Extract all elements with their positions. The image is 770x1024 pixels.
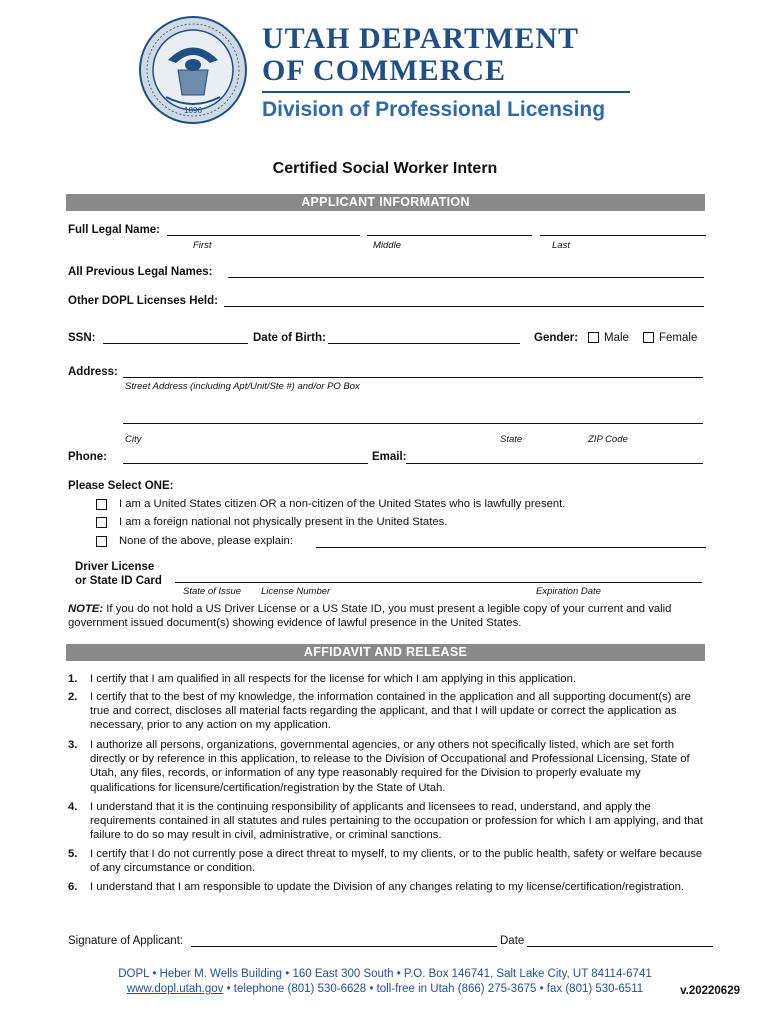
note-line1	[68, 603, 671, 615]
city-state-zip-field[interactable]	[123, 423, 703, 424]
note-bold: NOTE:	[68, 603, 104, 615]
department-title-line1: UTAH DEPARTMENT	[262, 22, 580, 55]
zip-caption: ZIP Code	[588, 434, 628, 445]
male-label: Male	[604, 332, 629, 344]
male-checkbox[interactable]	[588, 332, 599, 343]
explain-field[interactable]	[316, 547, 706, 548]
affidavit-item: 5. I certify that I do not currently pose a direct threat to myself, to my clients, or to the public health, safety or welfare because of any circumstance or condition.	[68, 848, 703, 875]
state-seal-logo	[138, 15, 248, 125]
phone-field[interactable]	[123, 463, 368, 464]
state-id-label: or State ID Card	[75, 575, 162, 587]
license-number-caption: License Number	[261, 586, 331, 597]
dob-field[interactable]	[328, 343, 520, 344]
full-legal-name-label: Full Legal Name:	[68, 224, 161, 236]
citizen-checkbox[interactable]	[96, 499, 107, 510]
affidavit-item: 3. I authorize all persons, organizations, governmental agencies, or any others not specifically listed, which are set forth directly or by reference in this application, to release to the Division of Occupational and Professional Licensing, State of Utah, any files, records, or information of any type reasonably required for the Division to properly evaluate my qualifications for licensure/certification/registration by the State of Utah.	[68, 739, 690, 794]
gender-label: Gender:	[534, 332, 579, 344]
select-one-label: Please Select ONE:	[68, 480, 174, 492]
foreign-national-checkbox[interactable]	[96, 517, 107, 528]
state-caption: State	[500, 434, 523, 445]
signature-label: Signature of Applicant:	[68, 935, 184, 947]
footer-address: DOPL • Heber M. Wells Building • 160 East 300 South • P.O. Box 146741, Salt Lake City, UT 84114-6741	[118, 968, 652, 980]
street-address-field[interactable]	[123, 377, 703, 378]
signature-field[interactable]	[191, 946, 497, 947]
none-above-checkbox[interactable]	[96, 536, 107, 547]
previous-names-label: All Previous Legal Names:	[68, 266, 213, 278]
female-label: Female	[659, 332, 698, 344]
city-caption: City	[125, 434, 142, 445]
other-licenses-field[interactable]	[224, 306, 704, 307]
first-caption: First	[193, 240, 212, 251]
driver-license-field[interactable]	[175, 582, 702, 583]
note-text-1: If you do not hold a US Driver License or a US State ID, you must present a legible copy of your current and valid	[103, 603, 672, 615]
email-field[interactable]	[406, 463, 703, 464]
version-label: v.20220629	[680, 985, 740, 997]
department-title-line2: OF COMMERCE	[262, 54, 507, 87]
footer-contact-numbers: • telephone (801) 530-6628 • toll-free in Utah (866) 275-3675 • fax (801) 530-6511	[223, 983, 644, 995]
address-label: Address:	[68, 366, 118, 378]
previous-names-field[interactable]	[228, 277, 704, 278]
affidavit-item: 2. I certify that to the best of my knowledge, the information contained in the application and all supporting document(s) are true and correct, discloses all material facts regarding the applicant, and that I will update or correct the application as necessary, prior to any action on my application.	[68, 691, 691, 732]
dob-label: Date of Birth:	[253, 332, 326, 344]
division-title: Division of Professional Licensing	[262, 98, 606, 121]
phone-label: Phone:	[68, 451, 107, 463]
middle-caption: Middle	[373, 240, 401, 251]
website-link[interactable]: www.dopl.utah.gov	[126, 983, 224, 995]
last-name-field[interactable]	[540, 235, 706, 236]
citizen-option-label: I am a United States citizen OR a non-citizen of the United States who is lawfully present.	[119, 498, 566, 510]
first-name-field[interactable]	[167, 235, 360, 236]
seal-year: 1896	[184, 106, 202, 115]
last-caption: Last	[552, 240, 570, 251]
none-above-option-label: None of the above, please explain:	[119, 535, 293, 547]
state-of-issue-caption: State of Issue	[183, 586, 242, 597]
foreign-national-option-label: I am a foreign national not physically present in the United States.	[119, 516, 448, 528]
affidavit-item: 1. I certify that I am qualified in all respects for the license for which I am applying in this application.	[68, 673, 577, 685]
affidavit-item: 4. I understand that it is the continuing responsibility of applicants and licensees to read, understand, and apply the requirements contained in all statutes and rules pertaining to the occupation or profession for which I am applying, and that failure to do so may result in civil, administrative, or criminal sanctions.	[68, 801, 703, 842]
street-address-hint: Street Address (including Apt/Unit/Ste #) and/or PO Box	[125, 381, 360, 392]
ssn-field[interactable]	[103, 343, 248, 344]
other-licenses-label: Other DOPL Licenses Held:	[68, 295, 218, 307]
middle-name-field[interactable]	[367, 235, 532, 236]
footer-contact	[0, 983, 770, 995]
date-field[interactable]	[527, 946, 713, 947]
form-title: Certified Social Worker Intern	[272, 160, 498, 177]
affidavit-item: 6. I understand that I am responsible to update the Division of any changes relating to my license/certification/registration.	[68, 881, 685, 893]
affidavit-section-header: AFFIDAVIT AND RELEASE	[66, 644, 705, 661]
expiration-date-caption: Expiration Date	[536, 586, 601, 597]
date-label: Date	[500, 935, 525, 947]
header-divider	[262, 91, 630, 93]
ssn-label: SSN:	[68, 332, 96, 344]
note-line2: government issued document(s) showing evidence of lawful presence in the United States.	[68, 617, 522, 629]
female-checkbox[interactable]	[643, 332, 654, 343]
email-label: Email:	[372, 451, 407, 463]
driver-license-label: Driver License	[75, 561, 155, 573]
applicant-section-header: APPLICANT INFORMATION	[66, 194, 705, 211]
